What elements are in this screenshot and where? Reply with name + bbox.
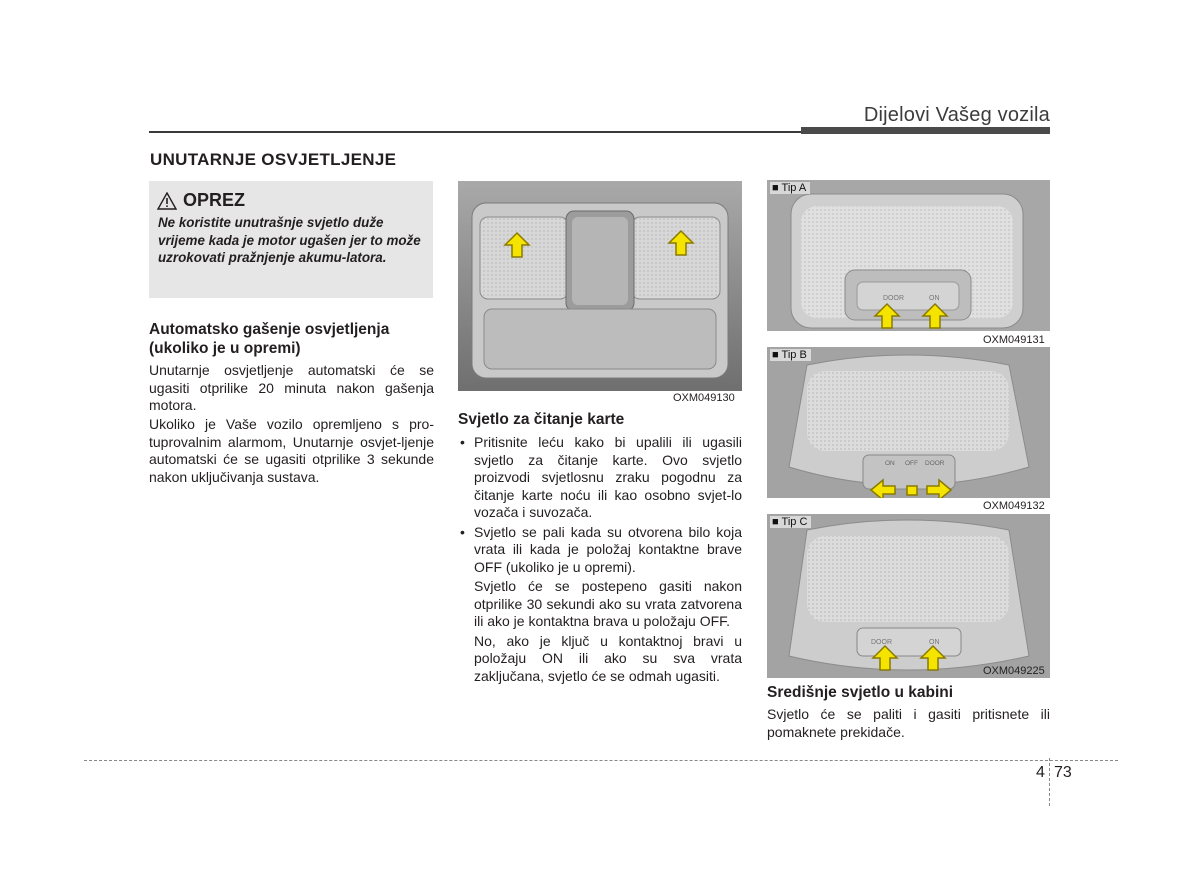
tip-a-label: ■ Tip A [770,182,810,194]
svg-text:ON: ON [885,460,895,467]
svg-text:DOOR: DOOR [925,460,945,467]
page-section-number: 4 [1036,764,1045,781]
map-lamp-heading: Svjetlo za čitanje karte [458,411,625,428]
photo-code: OXM049130 [673,392,735,404]
auto-off-heading: Automatsko gašenje osvjetljenja (ukoliko je u opremi) [149,321,390,357]
svg-text:DOOR: DOOR [871,639,892,646]
list-item-paragraph: No, ako je ključ u kontaktnoj bravi u položaju ON ili ako su sva vrata zaključana, svjetlo će se odmah ugasiti. [474,632,742,684]
bullet: • [460,523,465,540]
room-lamp-photo-type-c [767,514,1050,678]
auto-off-paragraph-2: Ukoliko je Vaše vozilo opremljeno s pro-tuprovalnim alarmom, Unutarnje osvjet-ljenje automatski će se ugasiti otprilike 3 sekunde nakon uključivanja sustava. [149,416,434,485]
list-item [458,524,742,577]
caution-box [149,181,433,298]
photo-code: OXM049225 [983,665,1045,677]
list-item-text: Svjetlo se pali kada su otvorena bilo koja vrata ili kada je položaj kontaktne brave OFF (ukoliko je u opremi). [474,523,742,575]
page-number: 73 [1054,764,1072,781]
square-marker-icon [907,486,917,495]
svg-text:DOOR: DOOR [883,295,904,302]
header-rule [149,131,801,133]
tip-c-label: ■ Tip C [770,516,811,528]
map-lamp-photo [458,181,742,391]
caution-title: OPREZ [183,190,246,210]
caution-header [157,190,245,211]
svg-text:OFF: OFF [905,460,918,467]
svg-text:ON: ON [929,639,940,646]
bullet: • [460,434,465,450]
warning-triangle-icon [157,192,177,210]
room-lamp-heading: Središnje svjetlo u kabini [767,684,954,701]
photo-code: OXM049132 [983,500,1045,512]
section-title: UNUTARNJE OSVJETLJENJE [150,150,397,169]
map-lamp-list [458,434,742,685]
list-item [458,434,742,522]
tip-b-label: ■ Tip B [770,349,811,361]
room-lamp-photo-type-b [767,347,1050,498]
footer-divider [84,760,1118,761]
list-item-paragraph: Svjetlo će se postepeno gasiti nakon otprilike 30 sekundi ako su vrata zatvorena ili ako je kontaktna brava u položaju OFF. [474,578,742,629]
room-lamp-text: Svjetlo će se paliti i gasiti pritisnete ili pomaknete prekidače. [767,706,1050,740]
svg-text:ON: ON [929,295,940,302]
footer-divider-vertical [1049,758,1050,806]
header-rule-accent [801,127,1050,134]
room-lamp-photo-type-a [767,180,1050,331]
running-header-title: Dijelovi Vašeg vozila [863,104,1050,126]
caution-text: Ne koristite unutrašnje svjetlo duže vrijeme kada je motor ugašen jer to može uzrokovati pražnjenje akumu-latora. [158,215,421,265]
list-item-text: Pritisnite leću kako bi upalili ili ugasili svjetlo za čitanje karte. Ovo svjetlo proizvodi svjetlosnu zraku pogodnu za čitanje karte noću ili kao osobno svjet-lo vozača i suvozača. [474,434,742,520]
photo-code: OXM049131 [983,334,1045,346]
auto-off-paragraph-1: Unutarnje osvjetljenje automatski će se ugasiti otprilike 20 minuta nakon gašenja motora. [149,362,434,413]
